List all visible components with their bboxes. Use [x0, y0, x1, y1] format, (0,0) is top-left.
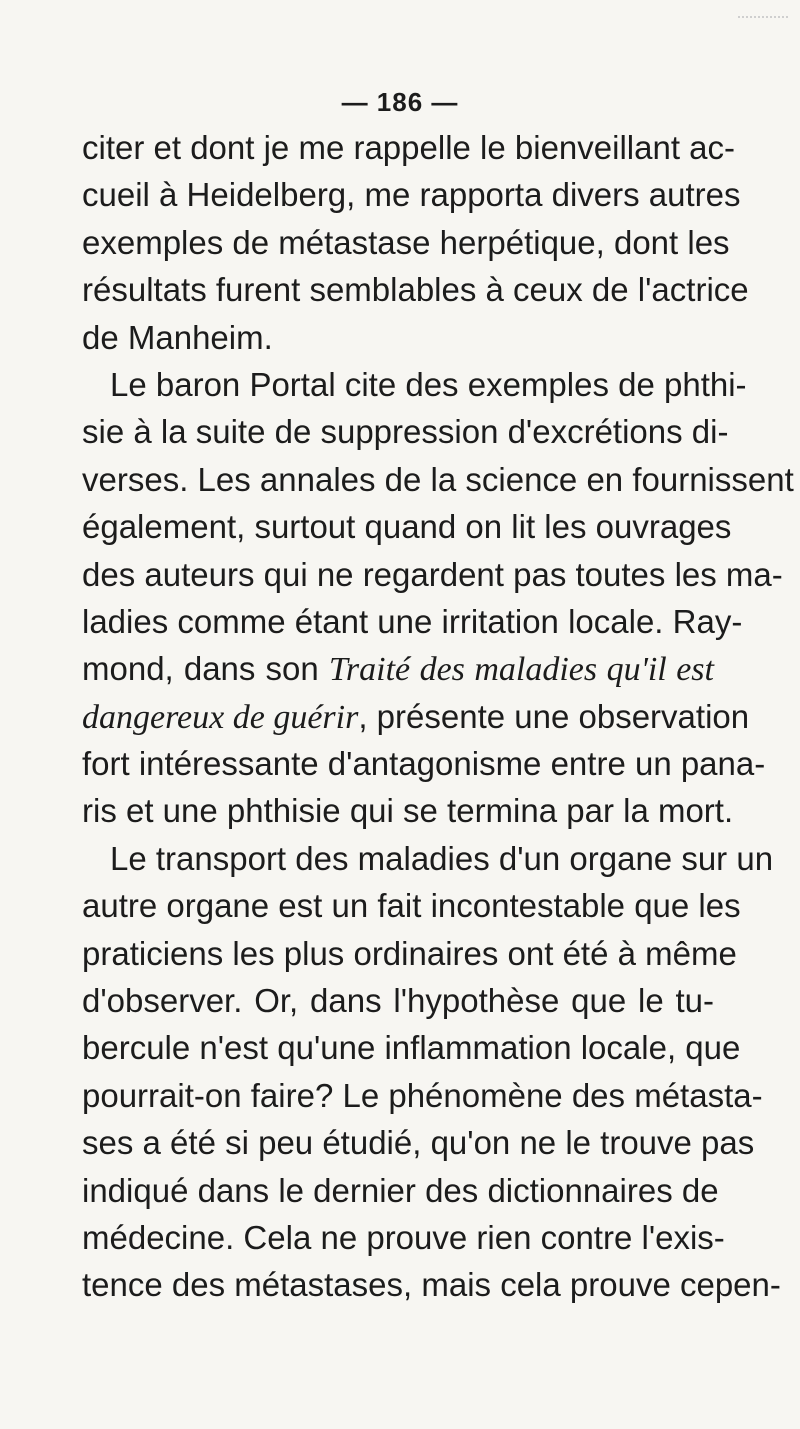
book-title-italic: dangereux de guérir: [82, 698, 359, 736]
text-line: bercule n'est qu'une inflammation locale, que: [82, 1029, 741, 1067]
text-segment: , présente une observation: [358, 697, 750, 735]
text-line: ses a été si peu étudié, qu'on ne le trouve pas: [82, 1124, 755, 1162]
text-line: indiqué dans le dernier des dictionnaires de: [82, 1171, 719, 1209]
text-line: pourrait-on faire? Le phénomène des métasta-: [82, 1076, 763, 1114]
text-line: [82, 693, 750, 740]
page-number: — 186 —: [341, 87, 459, 117]
paragraph-start-line: Le transport des maladies d'un organe sur un: [110, 839, 774, 877]
text-line: citer et dont je me rappelle le bienveillant ac-: [82, 129, 736, 166]
text-line: d'observer. Or, dans l'hypothèse que le tu-: [82, 982, 714, 1020]
text-line: ladies comme étant une irritation locale. Ray-: [82, 602, 743, 640]
text-line: [82, 645, 714, 692]
text-line: sie à la suite de suppression d'excrétions di-: [82, 413, 729, 451]
text-line: résultats furent semblables à ceux de l'actrice: [82, 271, 749, 309]
text-line: des auteurs qui ne regardent pas toutes les ma-: [82, 555, 783, 593]
text-line: verses. Les annales de la science en fournissent: [82, 460, 794, 498]
text-line: cueil à Heidelberg, me rapporta divers autres: [82, 176, 741, 214]
paragraph-start-line: Le baron Portal cite des exemples de phthi-: [110, 365, 747, 403]
book-title-italic: Traité des maladies qu'il est: [328, 651, 714, 689]
text-line: également, surtout quand on lit les ouvrages: [82, 508, 732, 546]
text-line: médecine. Cela ne prouve rien contre l'exis-: [82, 1218, 725, 1256]
text-line: exemples de métastase herpétique, dont les: [82, 223, 730, 261]
text-line: tence des métastases, mais cela prouve cepen-: [82, 1266, 781, 1304]
text-line: autre organe est un fait incontestable que les: [82, 887, 741, 925]
text-line: praticiens les plus ordinaires ont été à même: [82, 934, 737, 972]
page-body: [82, 124, 794, 1309]
text-line: fort intéressante d'antagonisme entre un pana-: [82, 745, 766, 783]
text-line: ris et une phthisie qui se termina par la mort.: [82, 792, 734, 830]
text-segment: mond, dans son: [82, 650, 329, 688]
text-line: de Manheim.: [82, 318, 273, 356]
margin-mark: [738, 16, 788, 20]
